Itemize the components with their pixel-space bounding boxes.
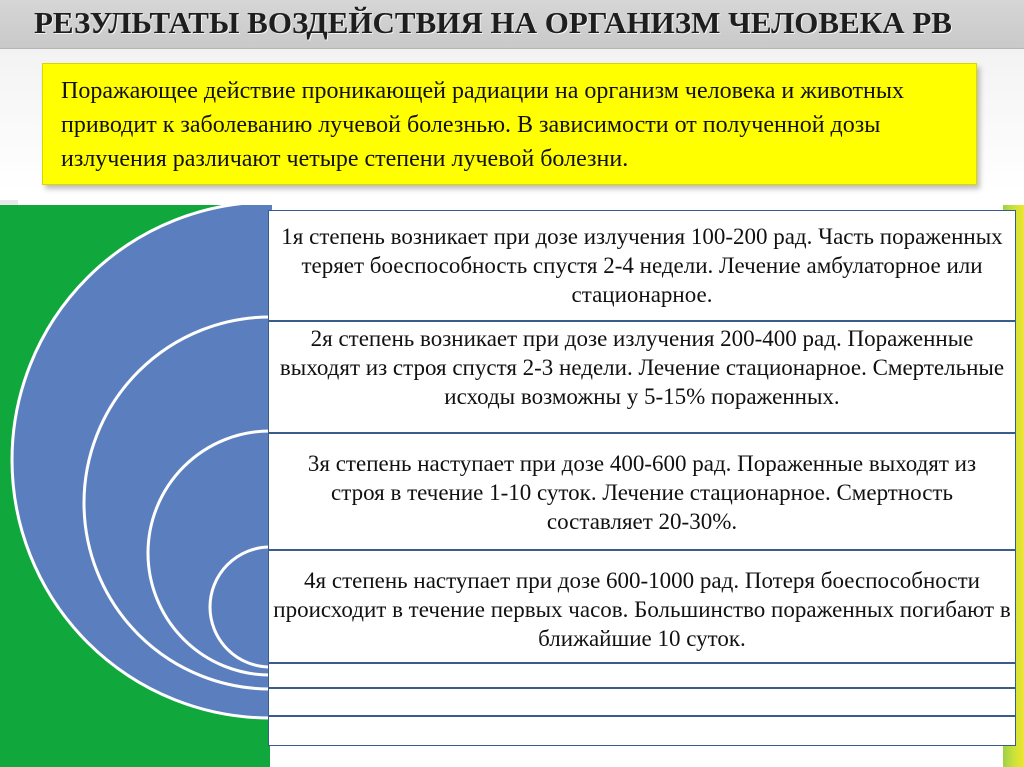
step-2-text: 2я степень возникает при дозе излучения 200-400 рад. Пораженные выходят из строя спустя 2-3 недели. Лечение стационарное. Смертельные исходы возможны у 5-15% пораженных. bbox=[279, 326, 1005, 409]
intro-text: Поражающее действие проникающей радиации на организм человека и животных приводит к заболеванию лучевой болезнью. В зависимости от полученной дозы излучения различают четыре степени лучевой болезни. bbox=[61, 78, 904, 172]
step-3-text: 3я степень наступает при дозе 400-600 рад. Пораженные выходят из строя в течение 1-10 суток. Лечение стационарное. Смертность составляет 20-30%. bbox=[307, 451, 977, 534]
step-4-row bbox=[268, 550, 1016, 663]
step-4-text: 4я степень наступает при дозе 600-1000 рад. Потеря боеспособности происходит в течение первых часов. Большинство пораженных погибают в ближайшие 10 суток. bbox=[273, 568, 1011, 651]
empty-row bbox=[268, 688, 1016, 716]
step-3-row bbox=[268, 433, 1016, 550]
step-1-text: 1я степень возникает при дозе излучения 100-200 рад. Часть пораженных теряет боеспособность спустя 2-4 недели. Лечение амбулаторное или стационарное. bbox=[281, 224, 1003, 307]
slide-title: РЕЗУЛЬТАТЫ ВОЗДЕЙСТВИЯ НА ОРГАНИЗМ ЧЕЛОВЕКА РВ bbox=[34, 5, 952, 40]
step-1-row bbox=[268, 210, 1016, 321]
empty-row bbox=[268, 663, 1016, 688]
empty-row bbox=[268, 716, 1016, 746]
step-2-row bbox=[268, 321, 1016, 433]
